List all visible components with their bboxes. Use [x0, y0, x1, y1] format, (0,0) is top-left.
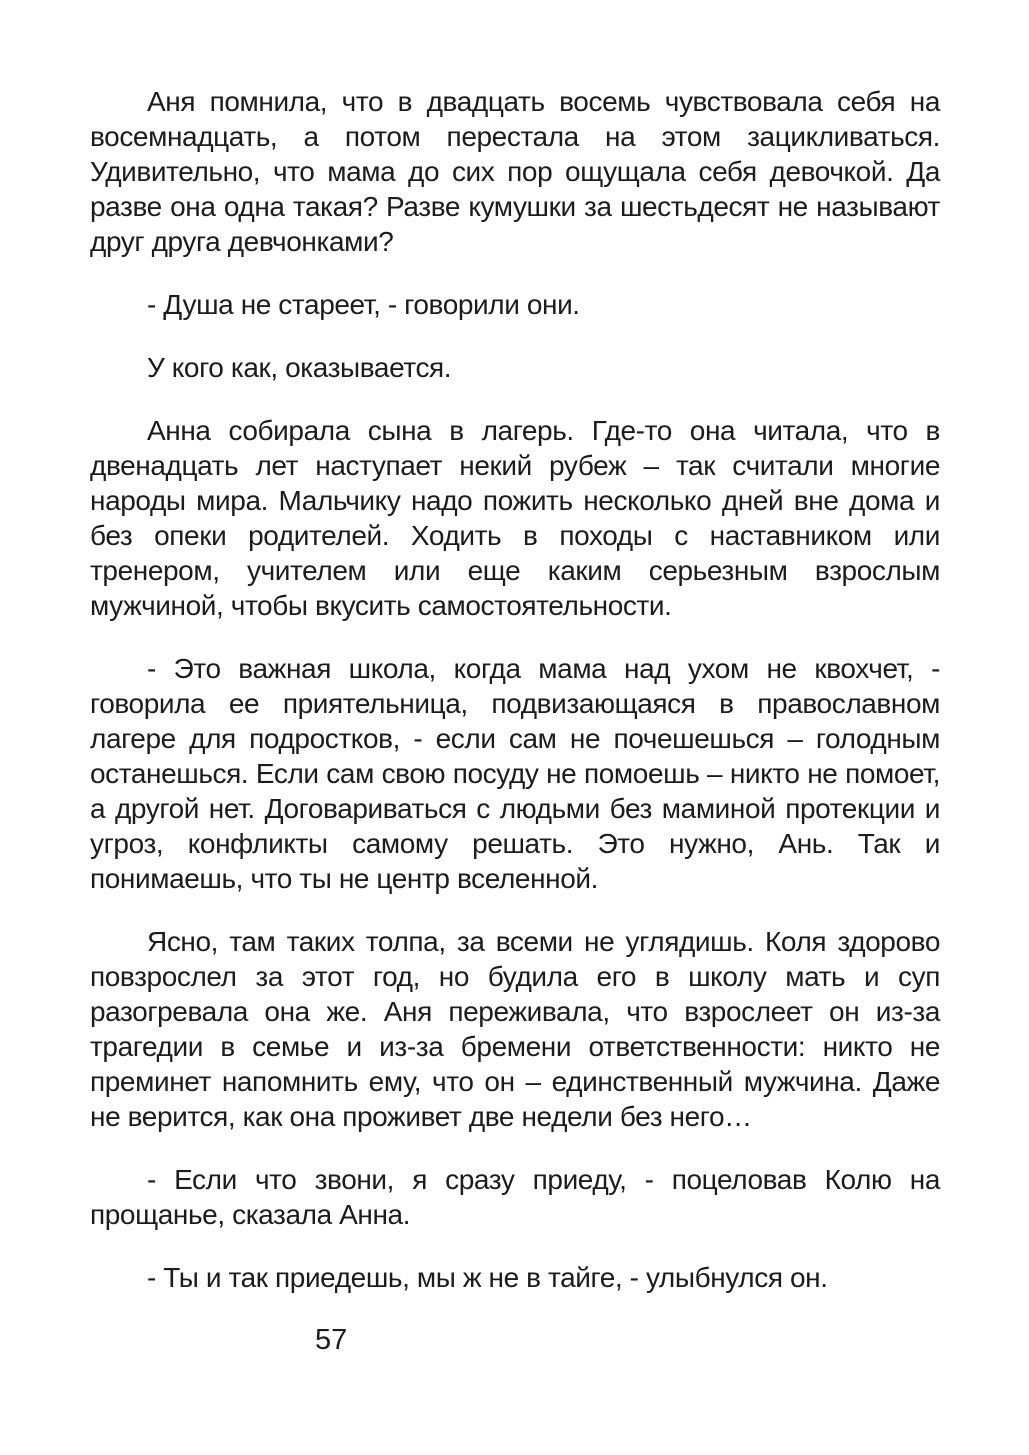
page-number: 57	[315, 1324, 348, 1356]
paragraph-narration-2: У кого как, оказывается.	[147, 352, 452, 383]
paragraph-narration-1: Аня помнила, что в двадцать восемь чувствовала себя на восемнадцать, а потом перестала на этом зацикливаться. Удивительно, что мама до сих пор ощущала себя девочкой. Да разве она одна такая? Разве кумушки за шестьдесят не называют друг друга девчонками?	[90, 86, 940, 257]
paragraph-dialogue-1: - Душа не стареет, - говорили они.	[147, 289, 580, 320]
paragraph-narration-4: Ясно, там таких толпа, за всеми не углядишь. Коля здорово повзрослел за этот год, но будила его в школу мать и суп разогревала она же. Аня переживала, что взрослеет он из-за трагедии в семье и из-за бремени ответственности: никто не преминет напомнить ему, что он – единственный мужчина. Даже не верится, как она проживет две недели без него…	[90, 926, 940, 1132]
paragraph-dialogue-4: - Ты и так приедешь, мы ж не в тайге, - улыбнулся он.	[147, 1262, 828, 1293]
paragraph-narration-3: Анна собирала сына в лагерь. Где-то она читала, что в двенадцать лет наступает некий рубеж – так считали многие народы мира. Мальчику надо пожить несколько дней вне дома и без опеки родителей. Ходить в походы с наставником или тренером, учителем или еще каким серьезным взрослым мужчиной, чтобы вкусить самостоятельности.	[90, 415, 940, 621]
paragraph-dialogue-2: - Это важная школа, когда мама над ухом не квохчет, - говорила ее приятельница, подвизающаяся в православном лагере для подростков, - если сам не почешешься – голодным останешься. Если сам свою посуду не помоешь – никто не помоет, а другой нет. Договариваться с людьми без маминой протекции и угроз, конфликты самому решать. Это нужно, Ань. Так и понимаешь, что ты не центр вселенной.	[90, 653, 940, 894]
paragraph-dialogue-3: - Если что звони, я сразу приеду, - поцеловав Колю на прощанье, сказала Анна.	[90, 1164, 940, 1230]
